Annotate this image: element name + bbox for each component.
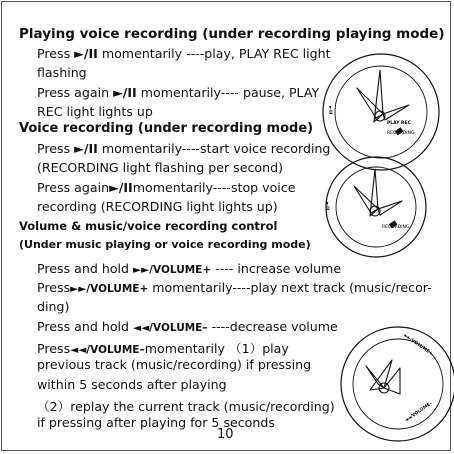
watch-illustration-playing: [317, 52, 449, 172]
recording-label: RECORDING: [387, 131, 415, 136]
volume-up-symbol: ►►/VOLUME+: [70, 283, 149, 295]
volume-line-1-pre: Press and hold: [37, 261, 134, 276]
volume-up-label: ►►/VOLUME+: [402, 333, 434, 357]
recording-line-3-post: momentarily----stop voice: [132, 180, 296, 195]
playing-line-3: [37, 85, 319, 100]
recording-line-1: [37, 141, 330, 156]
heading-volume: Volume & music/voice recording control: [19, 219, 278, 233]
recording-label: RECORDING: [382, 225, 410, 230]
play-pause-side-label: ►/II: [327, 106, 332, 115]
volume-line-4: [37, 319, 338, 334]
volume-up-symbol: ►►/VOLUME+: [133, 264, 212, 276]
volume-line-7: within 5 seconds after playing: [37, 377, 227, 392]
volume-down-symbol: ◄◄/VOLUME–: [133, 322, 208, 334]
volume-line-2-post: momentarily----play next track (music/recor-: [148, 280, 432, 295]
volume-line-1: [37, 261, 341, 276]
play-pause-symbol: ►/II: [109, 180, 133, 195]
volume-line-5: [37, 338, 289, 357]
recording-line-3-pre: Press again: [37, 180, 110, 195]
volume-line-6: previous track (music/recording) if pressing: [37, 357, 312, 372]
playing-line-1-pre: Press: [37, 46, 75, 61]
play-pause-side-label: ►/II: [324, 202, 329, 211]
heading-playing-suffix: (under recording playing mode): [197, 26, 445, 42]
heading-playing: [19, 26, 445, 42]
recording-line-3: [37, 180, 295, 195]
heading-recording-suffix: (under recording mode): [133, 121, 314, 136]
playing-line-3-post: momentarily---- pause, PLAY: [136, 85, 320, 100]
recording-line-1-post: momentarily----start voice recording: [97, 141, 331, 156]
volume-down-symbol: ◄◄/VOLUME–: [70, 344, 145, 356]
volume-line-2-pre: Press: [37, 280, 71, 295]
volume-line-4-post: ----decrease volume: [207, 319, 338, 334]
watch-illustration-volume: [340, 320, 452, 448]
play-pause-symbol: ►/II: [113, 85, 137, 100]
playing-line-3-pre: Press again: [37, 85, 114, 100]
volume-down-label: ◄◄/VOLUME–: [404, 401, 434, 424]
recording-line-1-pre: Press: [37, 141, 75, 156]
volume-line-1-post: ---- increase volume: [211, 261, 342, 276]
watch-illustration-recording: [312, 156, 444, 260]
subheading-volume: (Under music playing or voice recording mode): [19, 238, 311, 251]
heading-recording-title: Voice recording: [19, 121, 134, 136]
playing-line-4: REC light lights up: [37, 104, 153, 119]
playing-line-2: flashing: [37, 65, 87, 80]
volume-line-5-pre: Press: [37, 341, 71, 356]
page-number: 10: [217, 427, 234, 442]
volume-line-2: [37, 280, 432, 295]
play-pause-symbol: ►/II: [74, 141, 98, 156]
play-rec-label: PLAY REC: [387, 121, 411, 126]
recording-line-2: (RECORDING light flashing per second): [37, 160, 284, 175]
heading-playing-title: Playing voice recording: [19, 26, 198, 42]
volume-line-5-post: momentarily （1）play: [144, 341, 289, 356]
volume-line-4-pre: Press and hold: [37, 319, 134, 334]
heading-recording: [19, 121, 313, 136]
recording-line-4: recording (RECORDING light lights up): [37, 199, 278, 214]
volume-line-8: （2）replay the current track (music/recording): [37, 399, 335, 414]
playing-line-1-post: momentarily ----play, PLAY REC light: [97, 46, 331, 61]
playing-line-1: [37, 46, 331, 61]
play-pause-symbol: ►/II: [74, 46, 98, 61]
volume-line-3: ding): [37, 299, 70, 314]
volume-line-9: if pressing after playing for 5 seconds: [37, 415, 275, 430]
